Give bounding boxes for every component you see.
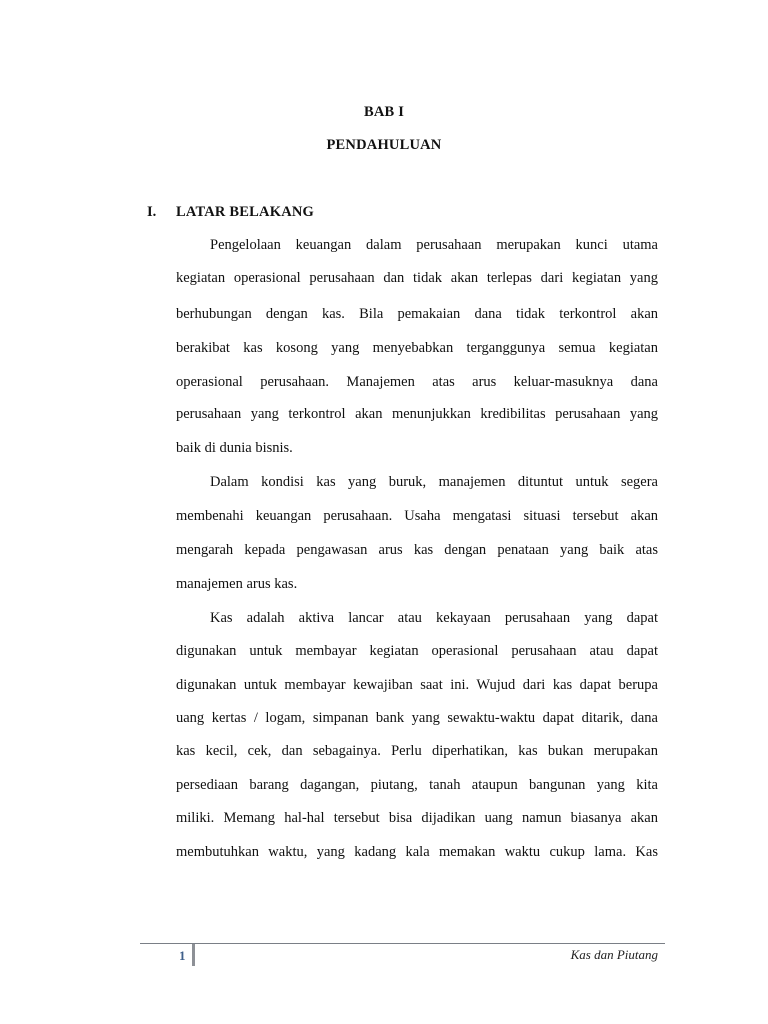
paragraph-line: operasional perusahaan. Manajemen atas arus keluar-masuknya dana [176, 374, 658, 390]
paragraph-line: uang kertas / logam, simpanan bank yang sewaktu-waktu dapat ditarik, dana [176, 710, 658, 726]
paragraph-line: membutuhkan waktu, yang kadang kala memakan waktu cukup lama. Kas [176, 844, 658, 860]
section-title: LATAR BELAKANG [176, 204, 315, 220]
paragraph-line: digunakan untuk membayar kegiatan operasional perusahaan atau dapat [176, 643, 658, 659]
paragraph-line: digunakan untuk membayar kewajiban saat ini. Wujud dari kas dapat berupa [176, 677, 658, 693]
paragraph-line: Kas adalah aktiva lancar atau kekayaan perusahaan yang dapat [210, 610, 658, 626]
paragraph-line: membenahi keuangan perusahaan. Usaha mengatasi situasi tersebut akan [176, 508, 658, 524]
paragraph-line: Dalam kondisi kas yang buruk, manajemen dituntut untuk segera [210, 474, 658, 490]
paragraph-line: manajemen arus kas. [176, 576, 298, 592]
paragraph-line: persediaan barang dagangan, piutang, tanah ataupun bangunan yang kita [176, 777, 658, 793]
footer-rule [140, 943, 665, 944]
chapter-title: PENDAHULUAN [326, 137, 442, 153]
section-number: I. [147, 204, 157, 220]
paragraph-line: berakibat kas kosong yang menyebabkan terganggunya semua kegiatan [176, 340, 658, 356]
paragraph-line: mengarah kepada pengawasan arus kas dengan penataan yang baik atas [176, 542, 658, 558]
paragraph-line: Pengelolaan keuangan dalam perusahaan merupakan kunci utama [210, 237, 658, 253]
page-number: 1 [179, 948, 186, 963]
running-title: Kas dan Piutang [570, 947, 658, 962]
paragraph-line: kegiatan operasional perusahaan dan tidak akan terlepas dari kegiatan yang [176, 270, 658, 286]
paragraph-line: miliki. Memang hal-hal tersebut bisa dijadikan uang namun biasanya akan [176, 810, 658, 826]
paragraph-line: berhubungan dengan kas. Bila pemakaian dana tidak terkontrol akan [176, 306, 658, 322]
chapter-label: BAB I [363, 104, 405, 120]
paragraph-line: kas kecil, cek, dan sebagainya. Perlu diperhatikan, kas bukan merupakan [176, 743, 658, 759]
paragraph-line: baik di dunia bisnis. [176, 440, 293, 456]
paragraph-line: perusahaan yang terkontrol akan menunjukkan kredibilitas perusahaan yang [176, 406, 658, 422]
footer-divider-bar [192, 944, 195, 966]
